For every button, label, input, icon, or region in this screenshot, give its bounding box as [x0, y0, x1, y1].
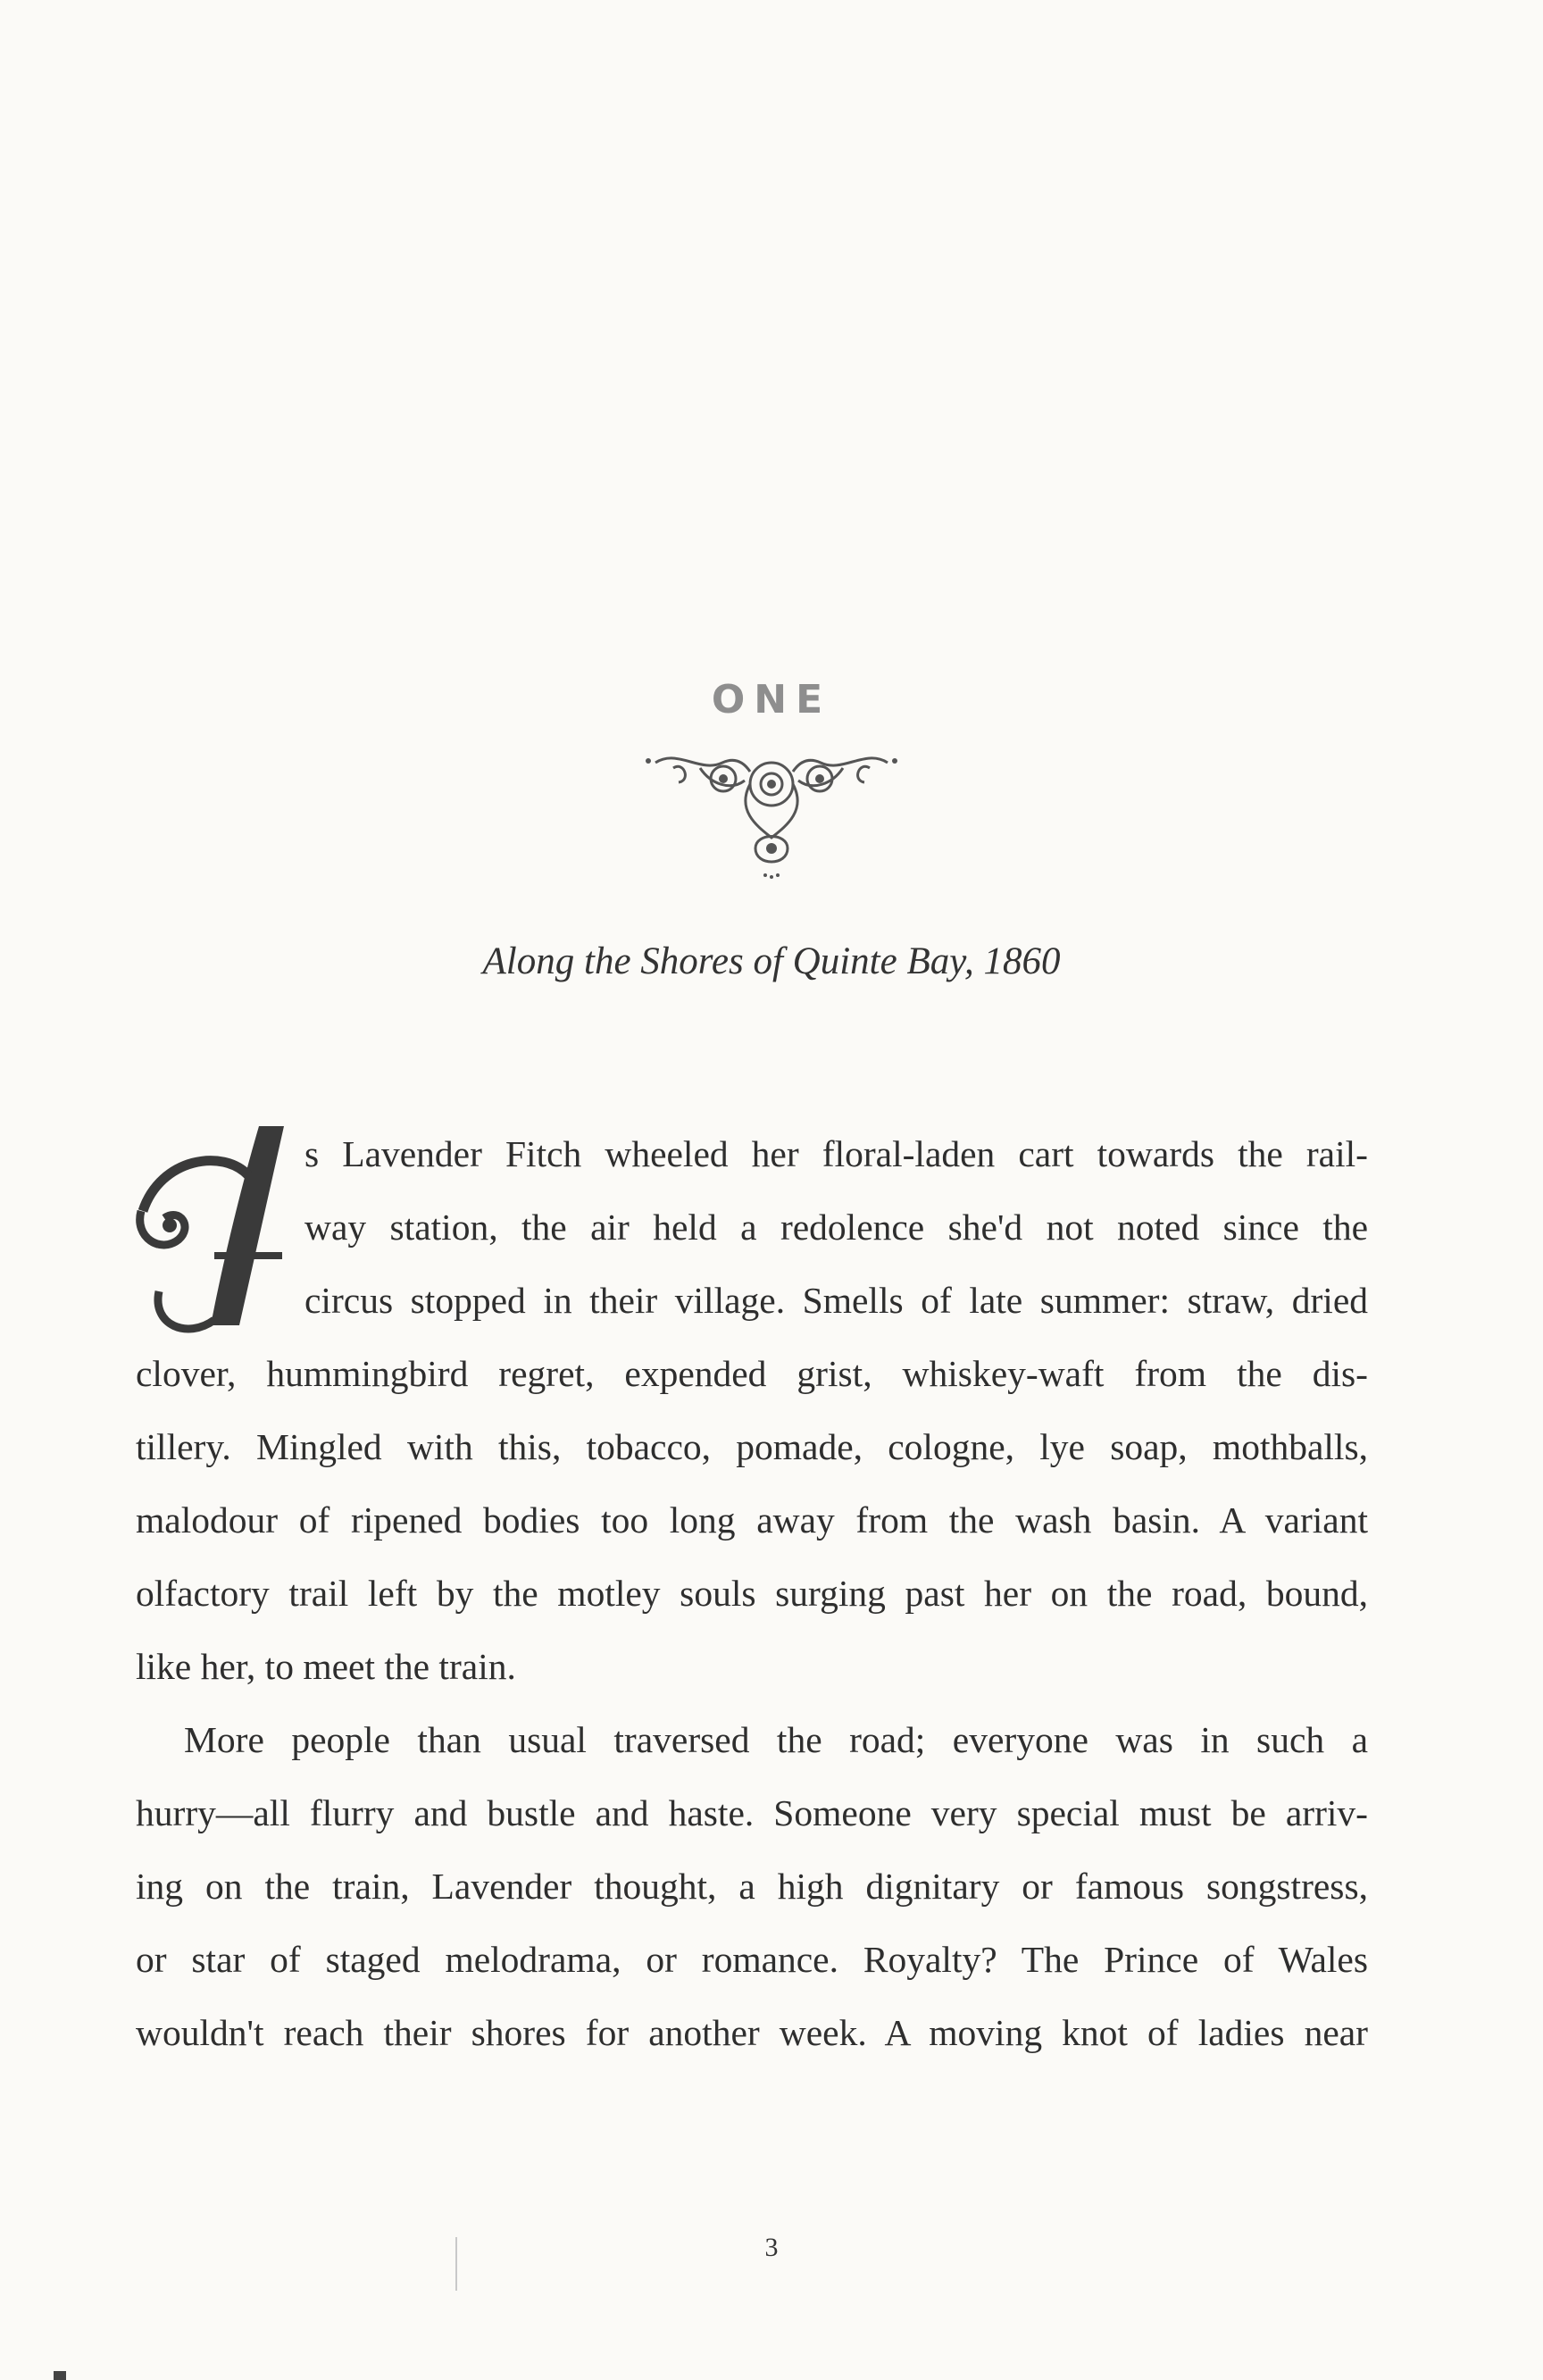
text-line: like her, to meet the train.	[136, 1646, 516, 1687]
ornate-drop-cap-a	[125, 1122, 308, 1345]
text-line: s Lavender Fitch wheeled her floral-laden cart towards the rail-	[304, 1133, 1368, 1174]
text-line: hurry—all flurry and bustle and haste. Someone very special must be arriv-	[136, 1792, 1368, 1833]
floral-scroll-ornament-icon	[638, 741, 905, 893]
chapter-title: ONE	[711, 677, 832, 722]
text-line: clover, hummingbird regret, expended grist, whiskey-waft from the dis-	[136, 1353, 1368, 1394]
text-line: circus stopped in their village. Smells of late summer: straw, dried	[304, 1280, 1368, 1321]
text-line: malodour of ripened bodies too long away from the wash basin. A variant	[136, 1499, 1368, 1541]
text-line: ing on the train, Lavender thought, a high dignitary or famous songstress,	[136, 1866, 1368, 1907]
text-line: or star of staged melodrama, or romance. Royalty? The Prince of Wales	[136, 1939, 1368, 1980]
text-line: olfactory trail left by the motley souls surging past her on the road, bound,	[136, 1573, 1368, 1614]
page-number: 3	[764, 2233, 779, 2262]
text-line: wouldn't reach their shores for another week. A moving knot of ladies near	[136, 2012, 1368, 2053]
text-line: tillery. Mingled with this, tobacco, pomade, cologne, lye soap, mothballs,	[136, 1426, 1368, 1467]
text-line: way station, the air held a redolence she'd not noted since the	[304, 1207, 1368, 1248]
chapter-subtitle: Along the Shores of Quinte Bay, 1860	[482, 940, 1061, 982]
scan-artifact	[455, 2237, 457, 2291]
text-line: More people than usual traversed the road; everyone was in such a	[184, 1719, 1368, 1760]
scan-artifact	[54, 2371, 66, 2380]
